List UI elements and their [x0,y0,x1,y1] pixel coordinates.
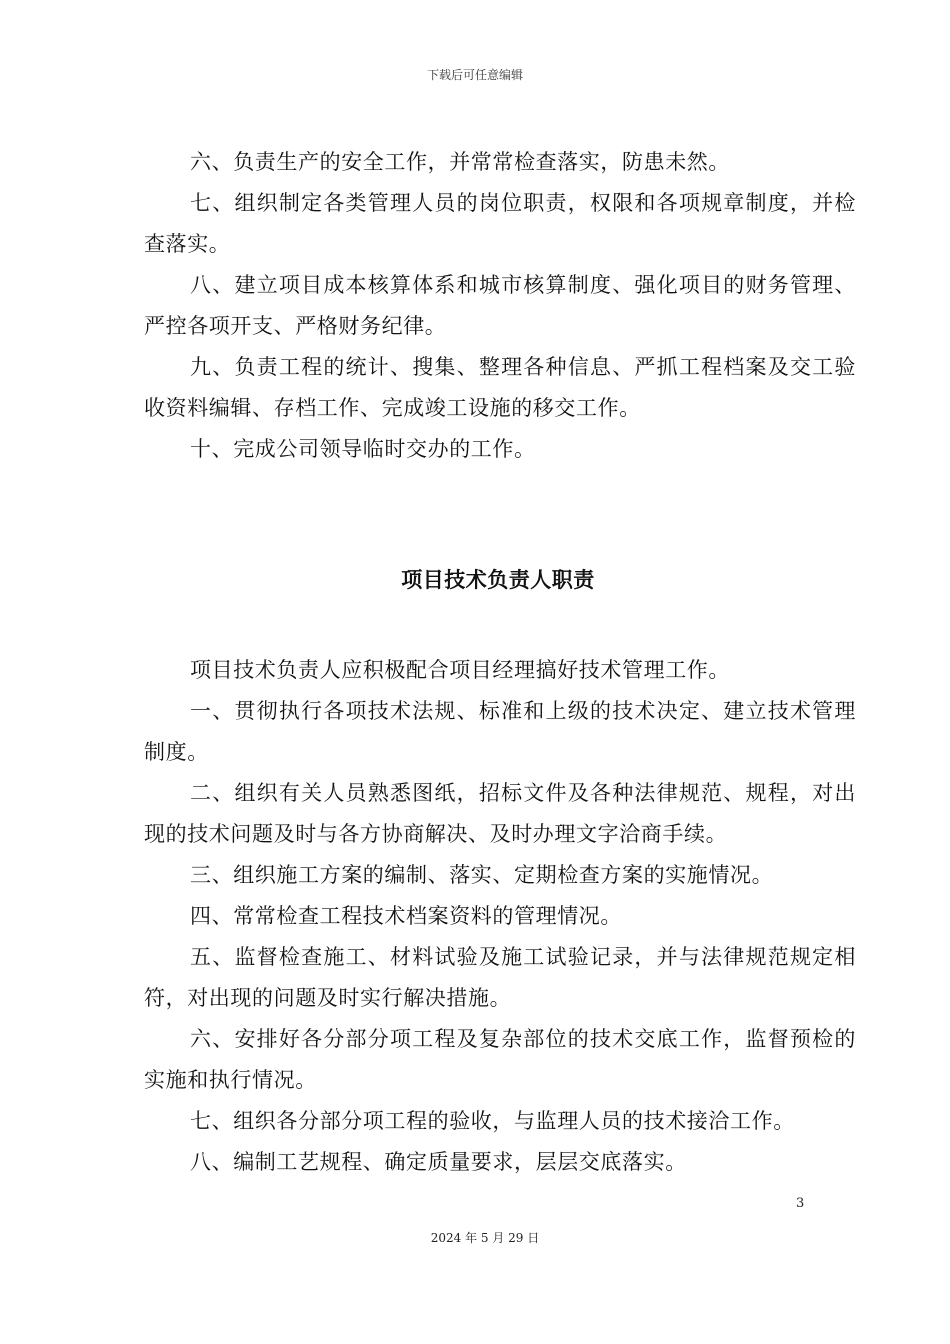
paragraph: 三、组织施工方案的编制、落实、定期检查方案的实施情况。 [190,863,774,887]
paragraph: 八、编制工艺规程、确定质量要求，层层交底落实。 [190,1150,687,1174]
paragraph: 七、组织各分部分项工程的验收，与监理人员的技术接洽工作。 [190,1109,795,1133]
paragraph: 项目技术负责人应积极配合项目经理搞好技术管理工作。 [190,658,730,682]
paragraph: 七、组织制定各类管理人员的岗位职责，权限和各项规章制度，并检查落实。 [144,191,856,256]
page-header: 下载后可任意编辑 [426,68,523,82]
paragraph: 八、建立项目成本核算体系和城市核算制度、强化项目的财务管理、严控各项开支、严格财务纪律。 [144,273,856,338]
duties-list-continued [144,142,856,470]
page-number: 3 [796,1196,805,1211]
paragraph: 一、贯彻执行各项技术法规、标准和上级的技术决定、建立技术管理制度。 [144,699,856,764]
paragraph: 四、常常检查工程技术档案资料的管理情况。 [190,904,622,928]
technical-lead-duties [144,650,856,1183]
paragraph: 六、安排好各分部分项工程及复杂部位的技术交底工作，监督预检的实施和执行情况。 [144,1027,856,1092]
paragraph: 二、组织有关人员熟悉图纸，招标文件及各种法律规范、规程，对出现的技术问题及时与各方协商解决、及时办理文字洽商手续。 [144,781,856,846]
footer-date: 2024 年 5 月 29 日 [430,1231,540,1245]
paragraph: 十、完成公司领导临时交办的工作。 [190,437,536,461]
paragraph: 五、监督检查施工、材料试验及施工试验记录，并与法律规范规定相符，对出现的问题及时实行解决措施。 [144,945,856,1010]
paragraph: 九、负责工程的统计、搜集、整理各种信息、严抓工程档案及交工验收资料编辑、存档工作、完成竣工设施的移交工作。 [144,355,856,420]
paragraph: 六、负责生产的安全工作，并常常检查落实，防患未然。 [190,150,730,174]
section-title: 项目技术负责人职责 [401,568,595,592]
